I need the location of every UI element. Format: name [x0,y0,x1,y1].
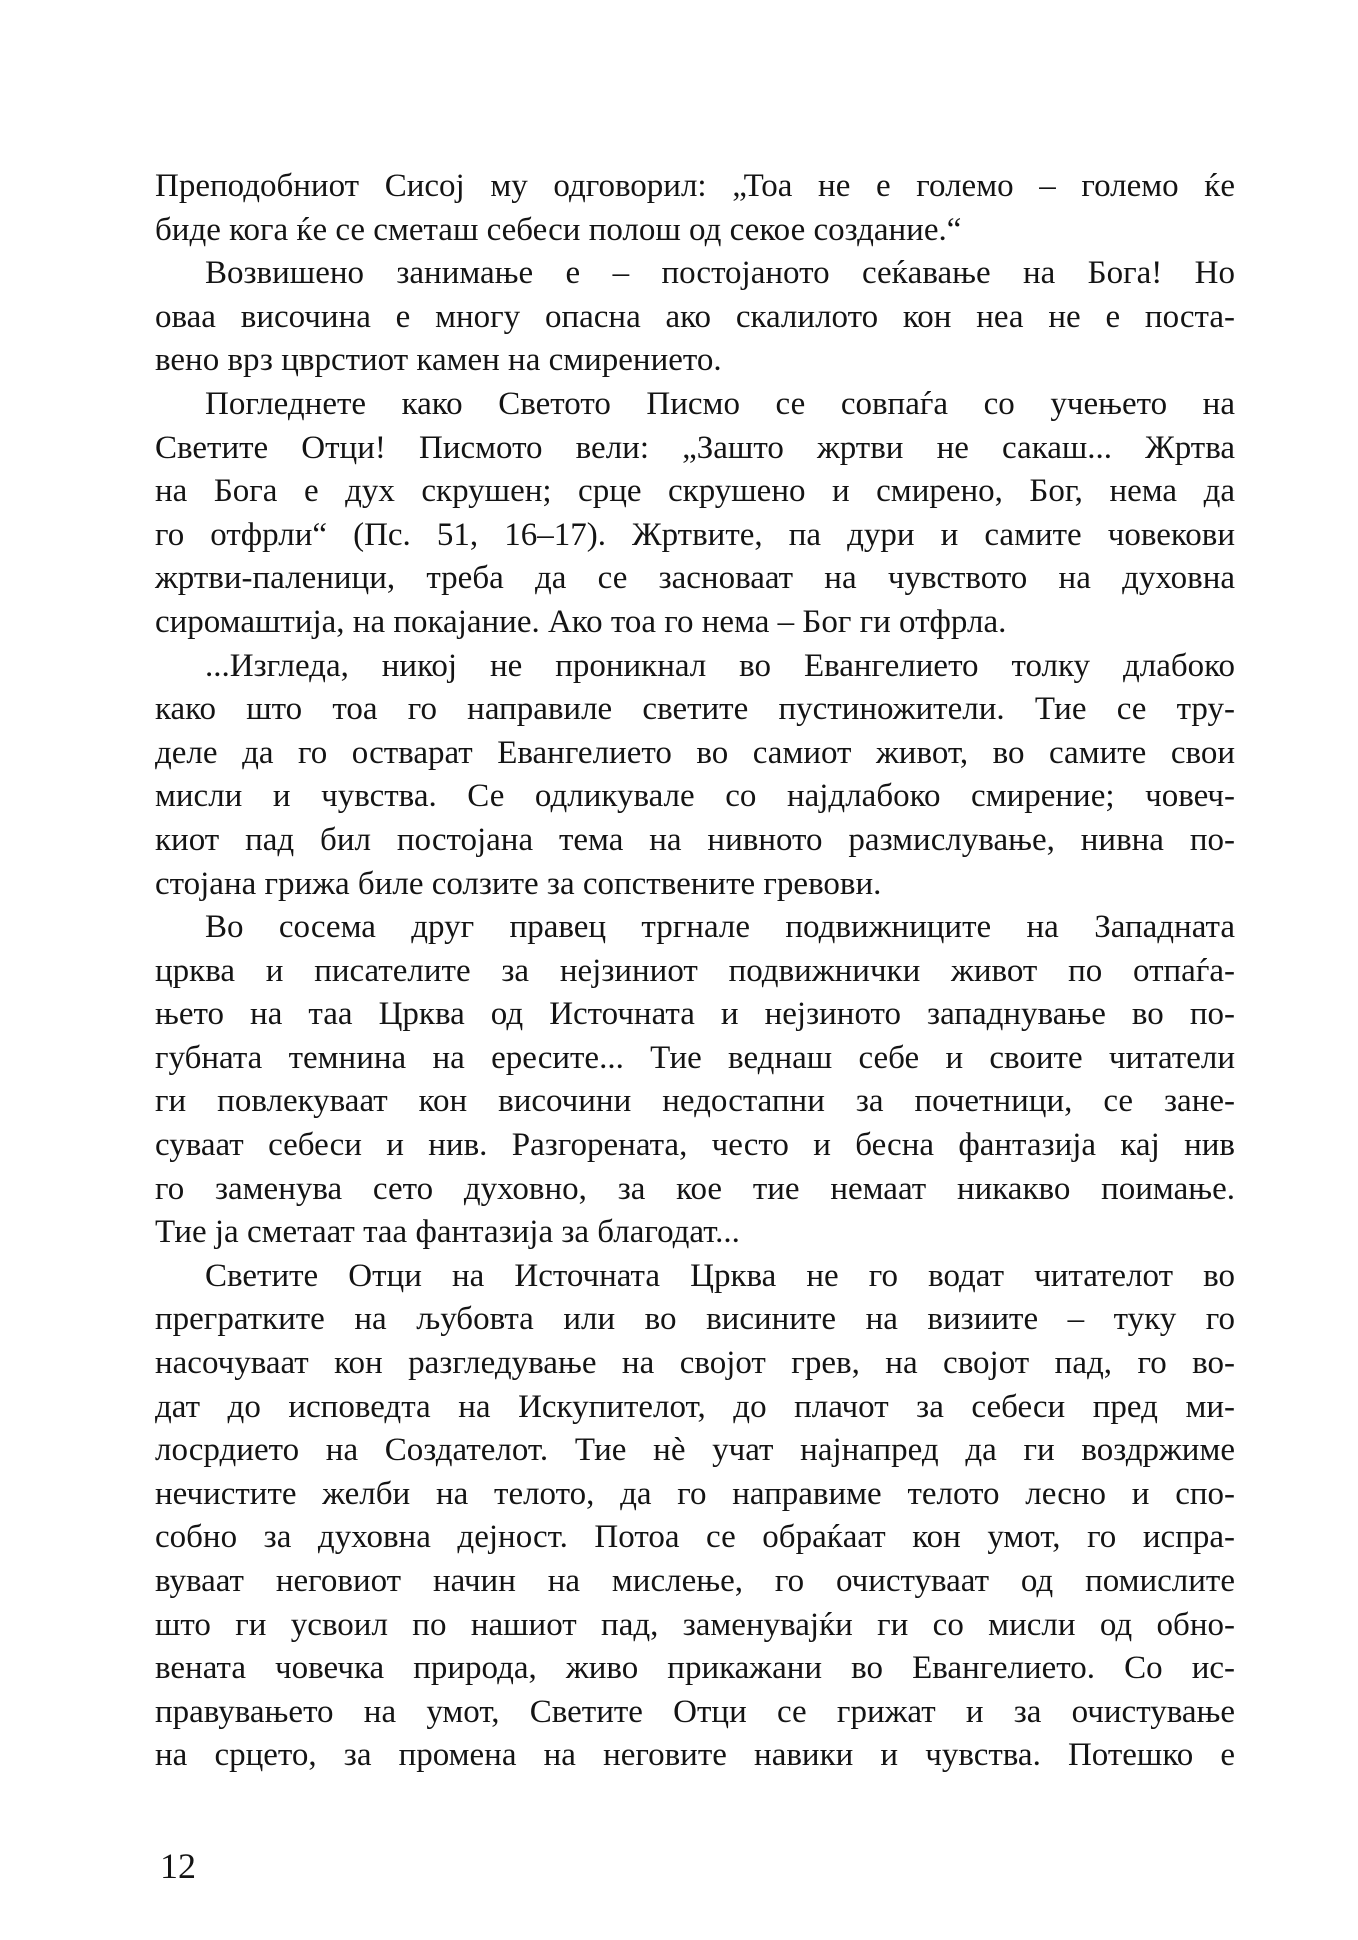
text-line: киот пад бил постојана тема на нивното размислување, нивна по- [155,821,1235,858]
text-line: лосрдието на Создателот. Тие нѐ учат најнапред да ги воздржиме [155,1432,1235,1469]
text-line: го отфрли“ (Пс. 51, 16–17). Жртвите, па дури и самите човекови [155,516,1235,553]
text-line: собно за духовна дејност. Потоа се обраќаат кон умот, го испра- [155,1519,1235,1556]
text-line: вуваат неговиот начин на мислење, го очистуваат од помислите [155,1563,1235,1599]
text-line: Тие ја сметаат таа фантазија за благодат... [155,1214,740,1251]
text-line: на Бога е дух скрушен; срце скрушено и смирено, Бог, нема да [155,473,1235,510]
text-line: Погледнете како Светото Писмо се совпаѓа со учењето на [205,385,1235,422]
text-line: нечистите желби на телото, да го направиме телото лесно и спо- [155,1475,1235,1512]
text-line: како што тоа го направиле светите пустиножители. Тие се тру- [155,691,1235,728]
body-text [155,165,1235,1778]
text-line: суваат себеси и нив. Разгорената, често и бесна фантазија кај нив [155,1127,1235,1164]
text-line: биде кога ќе се сметаш себеси полош од секое создание.“ [155,211,962,248]
text-line: Возвишено занимање е – постојаното сеќавање на Бога! Но [205,255,1235,292]
text-line: мисли и чувства. Се одликувале со најдлабоко смирение; човеч- [155,778,1235,815]
text-line: вено врз цврстиот камен на смирението. [155,342,722,379]
text-line: жртви-паленици, треба да се засноваат на чувството на духовна [155,560,1235,597]
text-line: што ги усвоил по нашиот пад, заменувајќи ги со мисли од обно- [155,1606,1235,1643]
text-line: црква и писателите за нејзиниот подвижнички живот по отпаѓа- [155,952,1235,989]
text-line: насочуваат кон разгледување на својот грев, на својот пад, го во- [155,1345,1235,1382]
text-line: Во сосема друг правец тргнале подвижниците на Западната [205,909,1235,946]
text-line: вената човечка природа, живо прикажани во Евангелието. Со ис- [155,1650,1235,1687]
text-line: ...Изгледа, никој не проникнал во Евангелието толку длабоко [205,647,1235,684]
text-line: стојана грижа биле солзите за сопствените гревови. [155,865,882,902]
text-line: деле да го остварат Евангелието во самиот живот, во самите свои [155,734,1235,771]
text-line: губната темнина на ересите... Тие веднаш себе и своите читатели [155,1039,1235,1076]
text-line: дат до исповедта на Искупителот, до плачот за себеси пред ми- [155,1388,1235,1425]
text-line: на срцето, за промена на неговите навики и чувства. Потешко е [155,1737,1235,1774]
text-line: сиромаштија, на покајание. Ако тоа го нема – Бог ги отфрла. [155,603,1007,640]
text-line: Светите Отци на Источната Црква не го водат читателот во [205,1257,1235,1294]
page-number: 12 [160,1846,196,1886]
text-line: Преподобниот Сисој му одговорил: „Тоа не е големо – големо ќе [155,168,1235,204]
text-line: Светите Отци! Писмото вели: „Зашто жртви не сакаш... Жртва [155,429,1235,466]
text-line: прегратките на љубовта или во висините на визиите – туку го [155,1301,1235,1338]
text-line: го заменува сето духовно, за кое тие немаат никакво поимање. [155,1170,1235,1207]
text-line: њето на таа Црква од Источната и нејзиното западнување во по- [155,996,1235,1033]
text-line: правувањето на умот, Светите Отци се грижат и за очистување [155,1693,1235,1730]
text-line: ги повлекуваат кон височини недостапни за почетници, се зане- [155,1083,1235,1120]
text-line: оваа височина е многу опасна ако скалилото кон неа не е поста- [155,298,1235,335]
